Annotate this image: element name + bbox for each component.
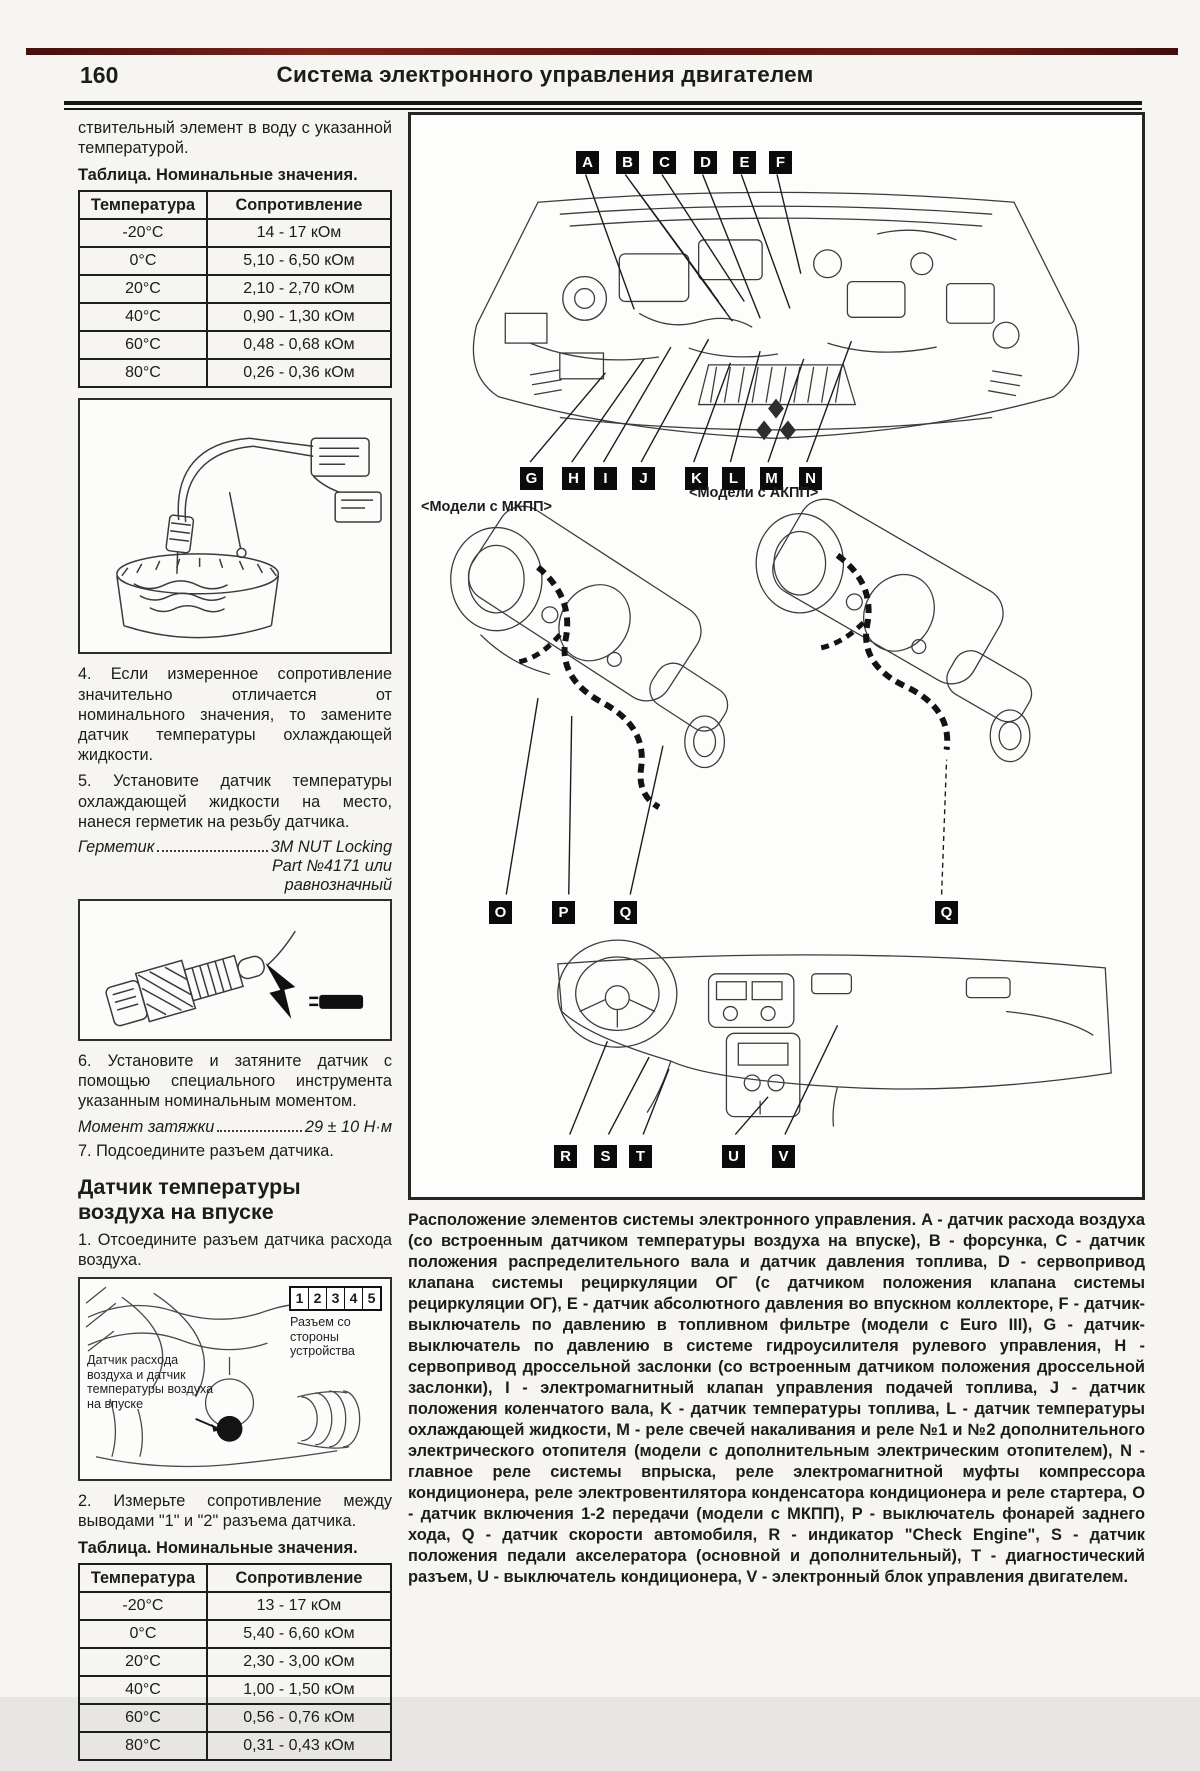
callout-I: I	[594, 467, 617, 490]
callout-A: A	[576, 151, 599, 174]
callout-F: F	[769, 151, 792, 174]
table-row	[79, 1704, 391, 1732]
torque-value: 29 ± 10 Н·м	[304, 1117, 392, 1136]
step-paragraph: 4. Если измеренное сопротивление значительно отличается от номинального значения, то замените датчик температуры охлаждающей жидкости.	[78, 665, 392, 765]
table-row	[79, 1620, 391, 1648]
connector-side-label: Разъем со стороны устройства	[290, 1314, 355, 1359]
torque-spec	[78, 1118, 392, 1137]
nominal-values-table-1	[78, 190, 392, 388]
sealant-value: 3M NUT Locking	[270, 838, 392, 857]
header-rule-bottom	[64, 108, 1142, 110]
table2-caption: Таблица. Номинальные значения.	[78, 1539, 358, 1558]
step-paragraph: 6. Установите и затяните датчик с помощью специального инструмента указанным номинальным моментом.	[78, 1052, 392, 1111]
component-location-drawing	[411, 115, 1142, 1191]
callout-L: L	[722, 467, 745, 490]
automatic-transmission-label: <Модели с АКПП>	[689, 485, 819, 501]
table-row	[79, 359, 391, 387]
left-column	[78, 118, 392, 1771]
temp-cell: 60°C	[79, 1704, 207, 1732]
table-row	[79, 1676, 391, 1704]
callout-V: V	[772, 1145, 795, 1168]
callout-M: M	[760, 467, 783, 490]
step-paragraph: 1. Отсоедините разъем датчика расхода воздуха.	[78, 1231, 392, 1270]
table-row	[79, 1592, 391, 1620]
resistance-cell: 5,40 - 6,60 кОм	[207, 1620, 391, 1648]
callout-N: N	[799, 467, 822, 490]
pin-cell: 1	[291, 1288, 309, 1309]
callout-B: B	[616, 151, 639, 174]
callout-Q-right: Q	[935, 901, 958, 924]
callout-C: C	[653, 151, 676, 174]
coolant-test-drawing	[80, 400, 389, 652]
connector-pins	[289, 1286, 382, 1311]
scan-edge-line	[26, 48, 1178, 55]
callout-H: H	[562, 467, 585, 490]
temp-cell: 20°C	[79, 275, 207, 303]
temp-cell: 20°C	[79, 1648, 207, 1676]
callout-S: S	[594, 1145, 617, 1168]
callout-O: O	[489, 901, 512, 924]
callout-R: R	[554, 1145, 577, 1168]
sensor-location-label: Датчик расхода воздуха и датчик температуры воздуха на впуске	[87, 1352, 214, 1412]
temp-cell: 0°C	[79, 247, 207, 275]
resistance-cell: 13 - 17 кОм	[207, 1592, 391, 1620]
temp-cell: 40°C	[79, 303, 207, 331]
sensor-install-drawing	[80, 901, 389, 1039]
table-row	[79, 331, 391, 359]
temp-cell: 80°C	[79, 1732, 207, 1760]
resistance-cell: 0,26 - 0,36 кОм	[207, 359, 391, 387]
table-header-row	[79, 1564, 391, 1592]
callout-K: K	[685, 467, 708, 490]
step-paragraph: 7. Подсоедините разъем датчика.	[78, 1141, 334, 1160]
table-row	[79, 247, 391, 275]
temperature-header: Температура	[79, 191, 207, 219]
intro-paragraph: ствительный элемент в воду с указанной температурой.	[78, 119, 392, 158]
resistance-cell: 0,31 - 0,43 кОм	[207, 1732, 391, 1760]
resistance-header: Сопротивление	[207, 1564, 391, 1592]
pin-cell: 5	[367, 1289, 376, 1306]
nominal-values-table-2	[78, 1563, 392, 1761]
figure-intake-air-sensor	[78, 1277, 392, 1481]
diagram-panel	[408, 112, 1145, 1200]
section-heading: Датчик температуры воздуха на впуске	[78, 1174, 301, 1224]
callout-J: J	[632, 467, 655, 490]
pin-cell: 4	[345, 1288, 363, 1309]
page-title: Система электронного управления двигателем	[276, 62, 814, 87]
callout-G: G	[520, 467, 543, 490]
temp-cell: 60°C	[79, 331, 207, 359]
temp-cell: 40°C	[79, 1676, 207, 1704]
header-rule-top	[64, 101, 1142, 105]
resistance-cell: 1,00 - 1,50 кОм	[207, 1676, 391, 1704]
callout-Q: Q	[614, 901, 637, 924]
callout-P: P	[552, 901, 575, 924]
temp-cell: 0°C	[79, 1620, 207, 1648]
right-column	[408, 112, 1145, 1588]
sealant-spec	[78, 838, 392, 895]
temp-cell: -20°C	[79, 1592, 207, 1620]
sealant-value: Part №4171 или	[271, 857, 392, 876]
pin-cell: 2	[309, 1288, 327, 1309]
page-number: 160	[80, 62, 119, 88]
pin-cell: 3	[327, 1288, 345, 1309]
figure-coolant-sensor-test	[78, 398, 392, 654]
resistance-cell: 0,48 - 0,68 кОм	[207, 331, 391, 359]
temp-cell: -20°C	[79, 219, 207, 247]
table-row	[79, 303, 391, 331]
resistance-cell: 0,56 - 0,76 кОм	[207, 1704, 391, 1732]
sealant-label: Герметик	[78, 838, 155, 857]
figure-sensor-install	[78, 899, 392, 1041]
dot-leader	[157, 850, 267, 852]
callout-E: E	[733, 151, 756, 174]
torque-label: Момент затяжки	[78, 1117, 215, 1136]
callout-T: T	[629, 1145, 652, 1168]
diagram-caption: Расположение элементов системы электронного управления. A - датчик расхода воздуха (со встроенным датчиком температуры воздуха на впуске), B - форсунка, C - датчик положения распределительного вала и датчик давления топлива, D - сервопривод клапана системы рециркуляции ОГ (с датчиком положения клапана системы рециркуляции ОГ), E - датчик абсолютного давления во впускном коллекторе, F - датчик-выключатель по давлению в топливном фильтре (модели с Euro III), G - датчик-выключатель по давлению в системе гидроусилителя рулевого управления, H - сервопривод дроссельной заслонки (со встроенным датчиком положения дроссельной заслонки), I - электромагнитный клапан управления подачей топлива, J - датчик положения коленчатого вала, K - датчик температуры топлива, L - датчик температуры охлаждающей жидкости, M - реле свечей накаливания и реле №1 и №2 дополнительного электрического отопителя (модели с дополнительным электрическим отопителем), N - главное реле системы впрыска, реле электромагнитной муфты компрессора кондиционера, реле электровентилятора конденсатора кондиционера и реле стартера, O - датчик включения 1-2 передачи (модели с МКПП), P - выключатель фонарей заднего хода, Q - датчик скорости автомобиля, R - индикатор "Check Engine", S - датчик положения педали акселератора (основной и дополнительный), T - диагностический разъем, U - выключатель кондиционера, V - электронный блок управления двигателем.	[408, 1211, 1145, 1586]
temp-cell: 80°C	[79, 359, 207, 387]
callout-D: D	[694, 151, 717, 174]
resistance-cell: 14 - 17 кОм	[207, 219, 391, 247]
table-row	[79, 219, 391, 247]
table-row	[79, 1732, 391, 1760]
resistance-cell: 0,90 - 1,30 кОм	[207, 303, 391, 331]
callout-U: U	[722, 1145, 745, 1168]
table1-caption: Таблица. Номинальные значения.	[78, 166, 358, 185]
manual-transmission-label: <Модели с МКПП>	[421, 499, 552, 515]
dot-leader	[217, 1130, 302, 1132]
resistance-header: Сопротивление	[207, 191, 391, 219]
step-paragraph: 2. Измерьте сопротивление между выводами "1" и "2" разъема датчика.	[78, 1491, 392, 1530]
resistance-cell: 5,10 - 6,50 кОм	[207, 247, 391, 275]
resistance-cell: 2,10 - 2,70 кОм	[207, 275, 391, 303]
step-paragraph: 5. Установите датчик температуры охлаждающей жидкости на место, нанеся герметик на резьбу датчика.	[78, 772, 392, 831]
table-row	[79, 1648, 391, 1676]
resistance-cell: 2,30 - 3,00 кОм	[207, 1648, 391, 1676]
table-header-row	[79, 191, 391, 219]
table-row	[79, 275, 391, 303]
sealant-value: равнозначный	[284, 876, 392, 895]
temperature-header: Температура	[79, 1564, 207, 1592]
